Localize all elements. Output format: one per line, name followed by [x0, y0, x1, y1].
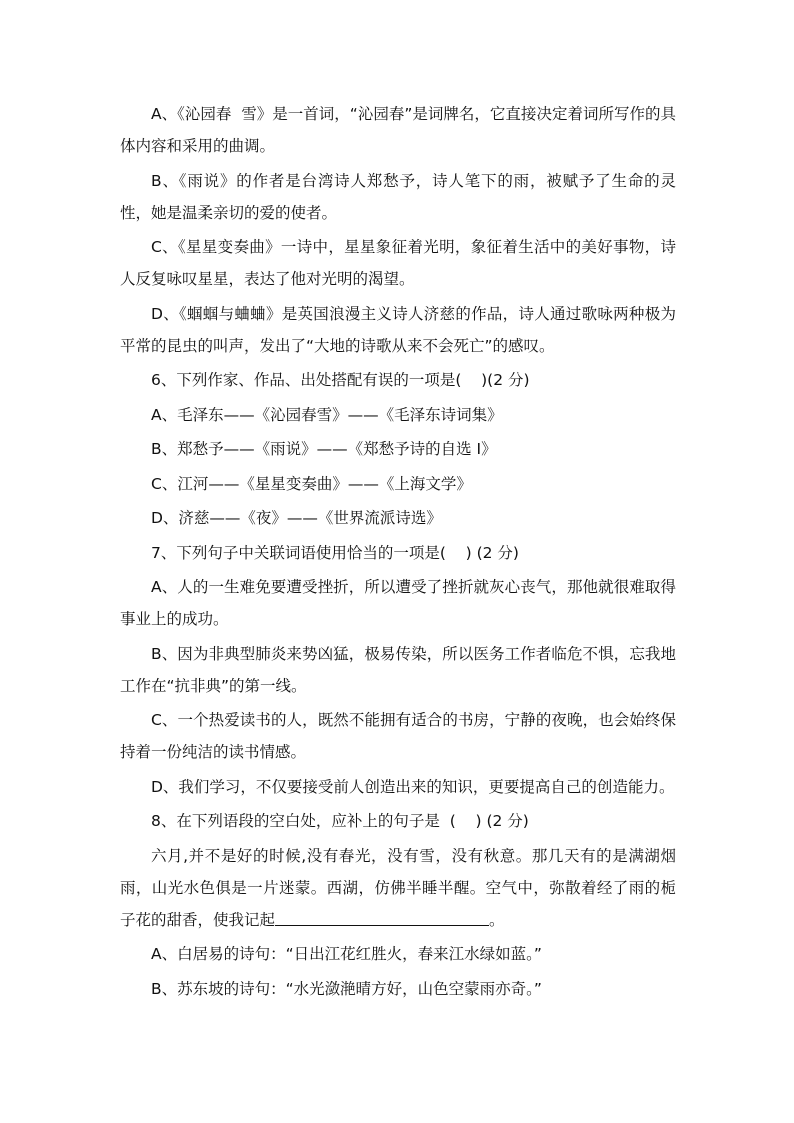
answer-blank — [275, 909, 489, 926]
q6-option-c: C、江河——《星星变奏曲》——《上海文学》 — [151, 474, 472, 493]
question-8: 8、在下列语段的空白处，应补上的句子是 ( ) (2 分) — [151, 812, 529, 830]
q8-option-a: A、白居易的诗句：“日出江花红胜火，春来江水绿如蓝。” — [151, 945, 542, 963]
q8-option-b: B、苏东坡的诗句：“水光潋滟晴方好，山色空蒙雨亦奇。” — [151, 979, 542, 998]
q6-option-b: B、郑愁予——《雨说》——《郑愁予诗的自选 I》 — [151, 440, 497, 458]
q6-option-a: A、毛泽东——《沁园春雪》——《毛泽东诗词集》 — [151, 405, 503, 424]
q5-option-c: C、《星星变奏曲》一诗中，星星象征着光明，象征着生活中的美好事物，诗人反复咏叹星星，表达了他对光明的渴望。 — [120, 238, 676, 288]
document-body — [120, 98, 676, 1007]
question-7: 7、下列句子中关联词语使用恰当的一项是( ) (2 分) — [151, 543, 519, 562]
q7-option-d: D、我们学习，不仅要接受前人创造出来的知识，更要提高自己的创造能力。 — [151, 777, 675, 796]
q8-passage-text: 六月,并不是好的时候,没有春光，没有雪，没有秋意。那几天有的是满湖烟雨，山光水色俱是一片迷蒙。西湖，仿佛半睡半醒。空气中，弥散着经了雨的栀子花的甜香，使我记起 — [120, 846, 676, 929]
q6-option-d: D、济慈——《夜》——《世界流派诗选》 — [151, 509, 442, 527]
question-6: 6、下列作家、作品、出处搭配有误的一项是( )(2 分) — [151, 371, 530, 389]
q5-option-a: A、《沁园春 雪》是一首词，“沁园春”是词牌名，它直接决定着词所写作的具体内容和采用的曲调。 — [120, 105, 676, 155]
q8-passage-end: 。 — [489, 910, 505, 929]
q7-option-a: A、人的一生难免要遭受挫折，所以遭受了挫折就灰心丧气，那他就很难取得事业上的成功。 — [120, 578, 676, 628]
q7-option-b: B、因为非典型肺炎来势凶猛，极易传染，所以医务工作者临危不惧，忘我地工作在“抗非典”的第一线。 — [120, 644, 676, 695]
q8-passage — [120, 840, 676, 936]
q5-option-d: D、《蝈蝈与蛐蛐》是英国浪漫主义诗人济慈的作品，诗人通过歌咏两种极为平常的昆虫的叫声，发出了“大地的诗歌从来不会死亡”的感叹。 — [120, 304, 676, 355]
q5-option-b: B、《雨说》的作者是台湾诗人郑愁予，诗人笔下的雨，被赋予了生命的灵性，她是温柔亲切的爱的使者。 — [120, 171, 676, 222]
q7-option-c: C、一个热爱读书的人，既然不能拥有适合的书房，宁静的夜晚，也会始终保持着一份纯洁的读书情感。 — [120, 711, 676, 761]
